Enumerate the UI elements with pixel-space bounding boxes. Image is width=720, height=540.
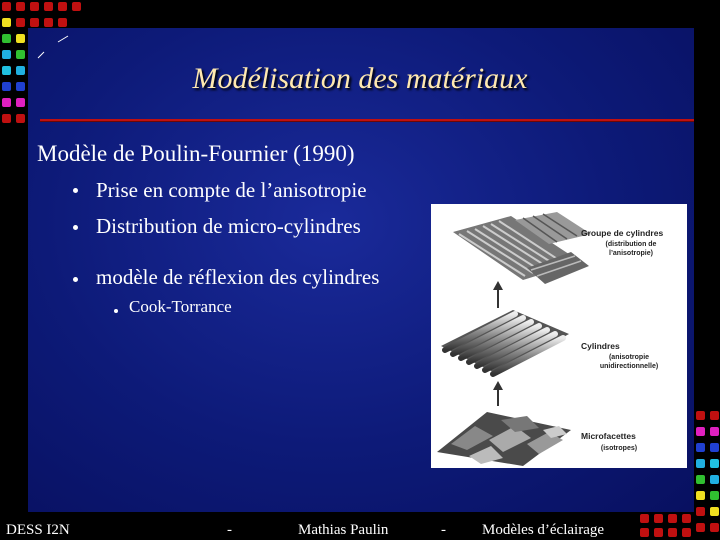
footer-author: Mathias Paulin: [298, 522, 389, 538]
bullet-text: Prise en compte de l’anisotropie: [96, 178, 367, 202]
slide-heading: Modèle de Poulin-Fournier (1990): [37, 141, 355, 166]
bullet-dot: [73, 188, 78, 193]
microfacets-image: [437, 412, 571, 466]
sub-bullet-dot: [114, 309, 118, 313]
figure-label-title: Cylindres: [581, 341, 620, 351]
figure-label-title: Groupe de cylindres: [581, 228, 664, 238]
figure-label-note: (anisotropie: [608, 354, 650, 361]
figure-label-note: (isotropes): [600, 445, 638, 452]
bullet-text: Distribution de micro-cylindres: [96, 214, 361, 238]
bullet-dot: [73, 277, 78, 282]
footer-separator: -: [441, 522, 446, 538]
footer-separator: -: [227, 522, 232, 538]
bullet-text: modèle de réflexion des cylindres: [96, 265, 380, 289]
figure-label-title: Microfacettes: [581, 431, 636, 441]
corner-stroke-decor: [34, 34, 74, 64]
arrow-up-icon: [493, 381, 503, 406]
figure-label-note: l’anisotropie): [609, 250, 653, 257]
arrow-up-icon: [493, 281, 503, 308]
footer-course: Modèles d’éclairage: [482, 522, 605, 538]
cylinder-model-figure: [431, 204, 687, 468]
sub-bullet-text: Cook-Torrance: [129, 297, 232, 316]
slide-title: Modélisation des matériaux: [192, 62, 528, 95]
figure-label-note: (distribution de: [605, 241, 657, 248]
cylinders-image: [441, 310, 569, 374]
footer-left: DESS I2N: [6, 522, 70, 538]
cylinder-group-image: [453, 212, 591, 284]
bullet-dot: [73, 225, 78, 230]
figure-label-note: unidirectionnelle): [599, 363, 659, 370]
title-rule-shadow: [40, 121, 694, 122]
